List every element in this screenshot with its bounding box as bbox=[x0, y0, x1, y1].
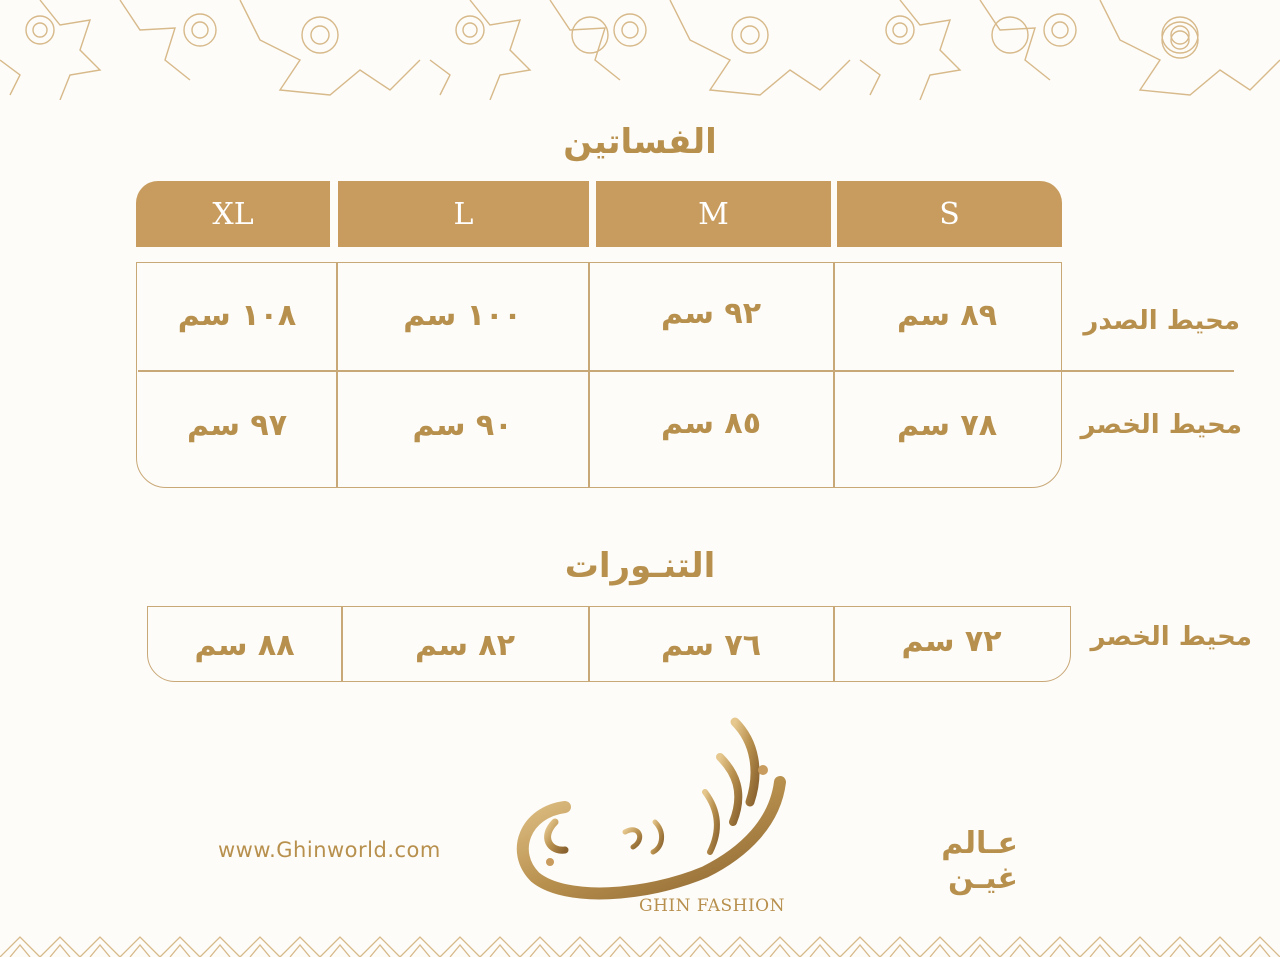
skirt-waist-1: ٨٨ سم bbox=[194, 628, 295, 663]
waist-m: ٨٥ سم bbox=[660, 406, 762, 441]
table-divider bbox=[833, 262, 835, 487]
skirts-title: التنـورات bbox=[564, 546, 716, 586]
size-l: L bbox=[338, 181, 589, 247]
chest-xl: ١٠٨ سم bbox=[177, 298, 297, 333]
dresses-title: الفساتين bbox=[563, 122, 717, 162]
waist-xl: ٩٧ سم bbox=[186, 408, 288, 443]
waist-l: ٩٠ سم bbox=[412, 408, 513, 443]
row-label-chest: محيط الصدر bbox=[1083, 306, 1240, 336]
row-divider bbox=[138, 370, 1234, 372]
size-s: S bbox=[837, 181, 1062, 247]
chest-l: ١٠٠ سم bbox=[403, 298, 522, 333]
size-header bbox=[136, 181, 1062, 247]
chest-s: ٨٩ سم bbox=[896, 298, 998, 333]
skirt-waist-2: ٨٢ سم bbox=[414, 628, 516, 663]
skirt-waist-4: ٧٢ سم bbox=[901, 624, 1002, 659]
size-m: M bbox=[596, 181, 831, 247]
skirt-waist-3: ٧٦ سم bbox=[660, 628, 762, 663]
website-link[interactable]: www.Ghinworld.com bbox=[218, 838, 441, 862]
chest-m: ٩٢ سم bbox=[660, 296, 762, 331]
table-divider bbox=[336, 262, 338, 487]
row-label-waist: محيط الخصر bbox=[1080, 410, 1242, 440]
waist-s: ٧٨ سم bbox=[896, 408, 998, 443]
logo-text: GHIN FASHION bbox=[639, 896, 785, 916]
bottom-decorative-pattern bbox=[0, 929, 1280, 957]
size-xl: XL bbox=[136, 181, 330, 247]
ghin-logo-icon bbox=[505, 712, 805, 902]
row-label-skirt-waist: محيط الخصر bbox=[1090, 622, 1252, 652]
top-decorative-pattern bbox=[0, 0, 1280, 100]
brand-arabic-name: عـالم غيـن bbox=[941, 826, 1018, 896]
